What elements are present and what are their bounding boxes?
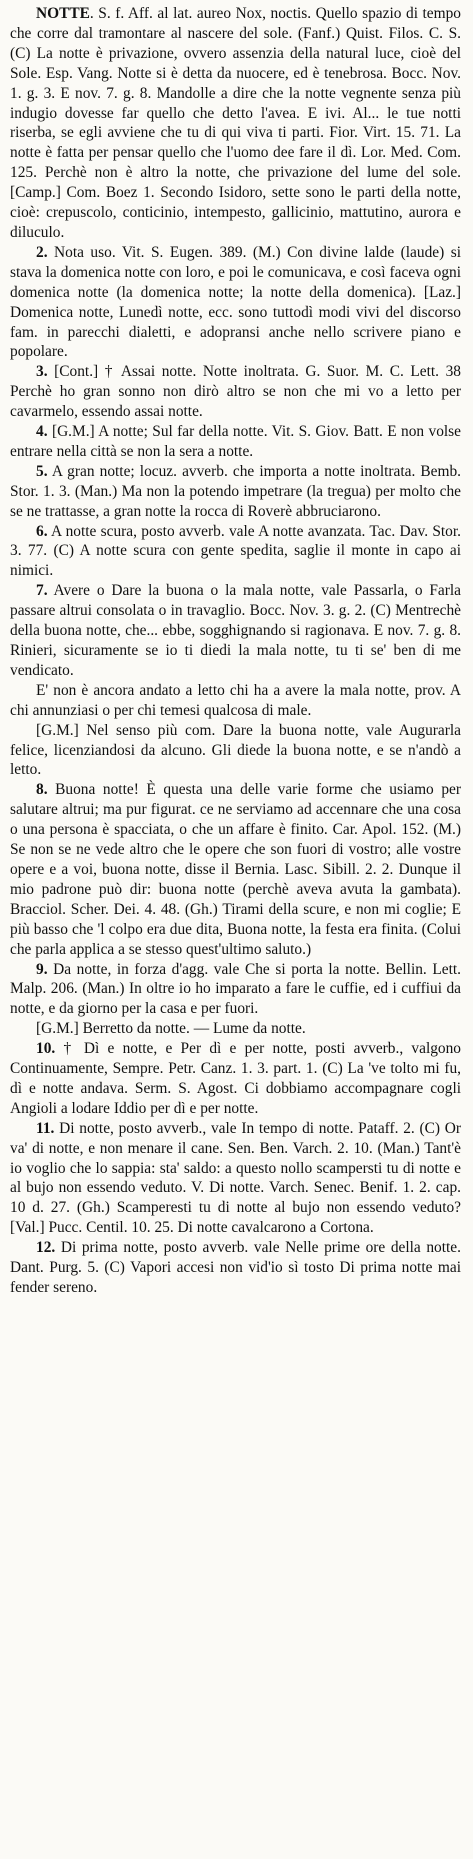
sense-paragraph	[10, 1039, 461, 1119]
paragraph-text: † Dì e notte, e Per dì e per notte, posti avverb., valgono Continuamente, Sempre. Petr. Canz. 1. 3. part. 1. (C) La 've tolto mi fu, dì e notte andava. Serm. S. Agost. Ci dobbiamo accompagnare cogli Angioli a lodare Iddio per dì e per notte.	[10, 1040, 461, 1117]
paragraph-text: A notte scura, posto avverb. vale A notte avanzata. Tac. Dav. Stor. 3. 77. (C) A notte scura con gente spedita, saglie il monte in capo ai nimici.	[10, 522, 462, 580]
sense-paragraph	[10, 960, 461, 1020]
sense-number: 11.	[36, 1119, 55, 1137]
sense-paragraph	[10, 581, 461, 681]
paragraph-text: Nota uso. Vit. S. Eugen. 389. (M.) Con divine lalde (laude) si stava la domenica notte con loro, e poi le comunicava, e così faceva ogni domenica notte (la domenica notte; la notte della domenica). [Laz.] Domenica notte, Lunedì notte, ecc. sono tuttodì modi vivi del discorso fam. in parecchi dialetti, e adopransi anche nello scrivere piano e popolare.	[10, 243, 461, 361]
sense-paragraph	[10, 1238, 461, 1298]
sense-paragraph	[10, 422, 461, 462]
sense-number: 7.	[36, 582, 48, 600]
paragraph-text: Di prima notte, posto avverb. vale Nelle prime ore della notte. Dant. Purg. 5. (C) Vapori accesi non vid'io sì tosto Di prima notte mai fender sereno.	[10, 1239, 461, 1296]
paragraph-text: S. f. Aff. al lat. aureo Nox, noctis. Quello spazio di tempo che corre dal tramontare al nascere del sole. (Fanf.) Quist. Filos. C. S. (C) La notte è privazione, ovvero assenzia della natural luce, cioè del Sole. Esp. Vang. Notte si è detta da nuocere, ed è tenebrosa. Bocc. Nov. 1. g. 3. E nov. 7. g. 8. Mandolle a dire che la notte vegnente senza più indugio dovesse far quello che detto l'avea. E ivi. Al... le tue notti riserba, se egli avviene che tu di qui viva ti parti. Fior. Virt. 15. 71. La notte è fatta per pensar quello che l'uomo dee fare il dì. Lor. Med. Com. 125. Perchè non è altro la notte, che privazione del lume del sole. [Camp.] Com. Boez 1. Secondo Isidoro, sette sono le parti della notte, cioè: crepuscolo, conticinio, intempesto, gallicinio, mattutino, aurora e diluculo.	[10, 5, 461, 241]
sense-paragraph	[10, 362, 461, 422]
entry-definition	[10, 4, 461, 243]
sense-number: 12.	[36, 1239, 56, 1257]
headword-punct: .	[89, 5, 99, 22]
paragraph-text: [G.M.] A notte; Sul far della notte. Vit. S. Giov. Batt. E non volse entrare nella città se non la sera a notte.	[10, 423, 461, 460]
sense-number: 10.	[36, 1040, 56, 1058]
sense-paragraph	[10, 780, 461, 959]
sense-number: 4.	[36, 423, 48, 441]
sense-paragraph	[10, 522, 461, 582]
paragraph-text: Avere o Dare la buona o la mala notte, vale Passarla, o Farla passare altrui consolata o in travaglio. Bocc. Nov. 3. g. 2. (C) Mentrechè della buona notte, che... ebbe, sogghignando si ragionava. E nov. 7. g. 8. Rinieri, sicuramente se io ti diedi la mala notte, tu ti se' ben di me vendicato.	[10, 582, 461, 679]
paragraph-text: Buona notte! È questa una delle varie forme che usiamo per salutare altrui; ma pur figurat. ce ne serviamo ad accennare che una cosa o una persona è spacciata, o che un affare è finito. Car. Apol. 152. (M.) Se non se ne vede altro che le opere che son fuori di vostro; alle vostre opere e a voi, buona notte, disse il Bernia. Lasc. Sibill. 2. 2. Dunque il mio padrone può dir: buona notte (perchè aveva avuta la gambata). Bracciol. Scher. Dei. 4. 48. (Gh.) Tirami della scure, e non mi coglie; E più basso che 'l colpo era due dita, Buona notte, la festa era finita. (Colui che parla applica a se stesso quest'ultimo saluto.)	[10, 781, 461, 958]
paragraph-text: [Cont.] † Assai notte. Notte inoltrata. G. Suor. M. C. Lett. 38 Perchè ho gran sonno non dirò altro se non che mi vo a letto per cavarmelo, essendo assai notte.	[10, 363, 461, 421]
paragraph-text: Di notte, posto avverb., vale In tempo di notte. Pataff. 2. (C) Or va' di notte, e non menare il cane. Sen. Ben. Varch. 2. 10. (Man.) Tant'è io voglio che lo sappia: sta' saldo: a questo nollo scampersti tu di notte e al bujo non essendo veduto. V. Di notte. Varch. Senec. Benif. 1. 2. cap. 10 d. 27. (Gh.) Scamperesti tu di notte al bujo non essendo veduto? [Val.] Pucc. Centil. 10. 25. Di notte cavalcarono a Cortona.	[10, 1119, 461, 1237]
sense-number: 9.	[36, 960, 48, 978]
sense-number: 2.	[36, 243, 48, 261]
paragraph-text: [G.M.] Berretto da notte. — Lume da notte.	[36, 1020, 306, 1038]
sense-paragraph	[10, 462, 461, 522]
sense-number: 5.	[36, 462, 48, 480]
headword: NOTTE	[36, 5, 90, 22]
paragraph-text: E' non è ancora andato a letto chi ha a avere la mala notte, prov. A chi annunziasi o per chi temesi qualcosa di male.	[10, 681, 461, 719]
sense-number: 6.	[36, 522, 48, 540]
sense-paragraph	[10, 1119, 461, 1238]
sense-number: 3.	[36, 363, 48, 381]
sense-paragraph	[10, 243, 461, 362]
paragraph-text: A gran notte; locuz. avverb. che importa a notte inoltrata. Bemb. Stor. 1. 3. (Man.) Ma non la potendo impetrare (la tregua) per molto che se ne trattasse, a gran notte la rocca di Roverè abbruciarono.	[10, 462, 462, 520]
paragraph-text: [G.M.] Nel senso più com. Dare la buona notte, vale Augurarla felice, licenziandosi da alcuno. Gli diede la buona notte, e se n'andò a letto.	[10, 721, 461, 779]
paragraph-text: Da notte, in forza d'agg. vale Che si porta la notte. Bellin. Lett. Malp. 206. (Man.) In oltre io ho imparato a fare le cuffie, ed i cuffiui da notte, e da giorno per la casa e per fuori.	[10, 960, 461, 1018]
sub-paragraph	[10, 681, 461, 721]
sub-paragraph	[10, 1019, 461, 1039]
sub-paragraph	[10, 721, 461, 781]
sense-number: 8.	[36, 781, 48, 799]
